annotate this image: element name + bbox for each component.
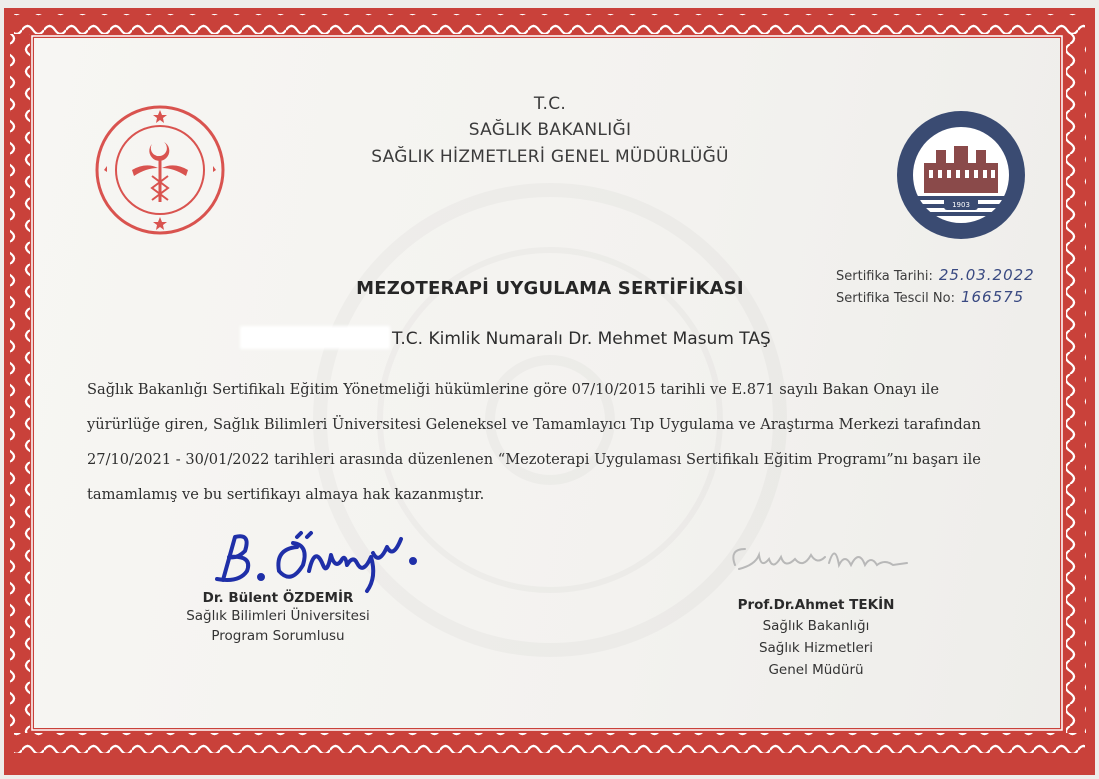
certificate-title: MEZOTERAPİ UYGULAMA SERTİFİKASI	[356, 278, 744, 299]
header-directorate: SAĞLIK HİZMETLERİ GENEL MÜDÜRLÜĞÜ	[371, 147, 729, 167]
certificate-reg-label: Sertifika Tescil No:	[836, 291, 955, 306]
recipient-line	[242, 328, 771, 349]
body-line: tamamlamış ve bu sertifikayı almaya hak kazanmıştır.	[87, 486, 485, 503]
signatory-right-department: Sağlık Hizmetleri	[758, 640, 874, 656]
certificate-date	[836, 266, 1035, 284]
ministry-logo-icon	[94, 104, 226, 236]
signatory-left-role: Program Sorumlusu	[211, 628, 345, 644]
certificate-date-label: Sertifika Tarihi:	[836, 269, 933, 284]
recipient-text: T.C. Kimlik Numaralı Dr. Mehmet Masum TAŞ	[392, 329, 771, 349]
header-ministry: SAĞLIK BAKANLIĞI	[468, 120, 632, 140]
certificate-registration	[836, 288, 1024, 306]
body-line: Sağlık Bakanlığı Sertifikalı Eğitim Yönetmeliği hükümlerine göre 07/10/2015 tarihli ve E.871 sayılı Bakan Onayı ile	[87, 381, 939, 398]
signatory-left-institution: Sağlık Bilimleri Üniversitesi	[186, 608, 370, 624]
body-line: 27/10/2021 - 30/01/2022 tarihleri arasında düzenlenen “Mezoterapi Uygulaması Sertifikalı Eğitim Programı”nı başarı ile	[87, 451, 981, 468]
signatory-left-name: Dr. Bülent ÖZDEMİR	[202, 590, 354, 606]
university-logo-year: 1903	[952, 201, 970, 209]
signature-right	[725, 535, 925, 585]
signature-left	[205, 525, 445, 595]
body-line: yürürlüğe giren, Sağlık Bilimleri Üniversitesi Geleneksel ve Tamamlayıcı Tıp Uygulama ve Araştırma Merkezi tarafından	[87, 416, 981, 433]
university-logo-icon	[894, 108, 1028, 242]
header-tc: T.C.	[533, 94, 567, 114]
signatory-right-name: Prof.Dr.Ahmet TEKİN	[737, 597, 895, 613]
redacted-id-number	[242, 328, 388, 347]
certificate-body	[87, 372, 1039, 512]
signatory-right-role: Genel Müdürü	[768, 662, 864, 678]
certificate-date-value: 25.03.2022	[938, 266, 1035, 284]
signatory-right-ministry: Sağlık Bakanlığı	[762, 618, 870, 634]
certificate-reg-value: 166575	[960, 288, 1025, 306]
